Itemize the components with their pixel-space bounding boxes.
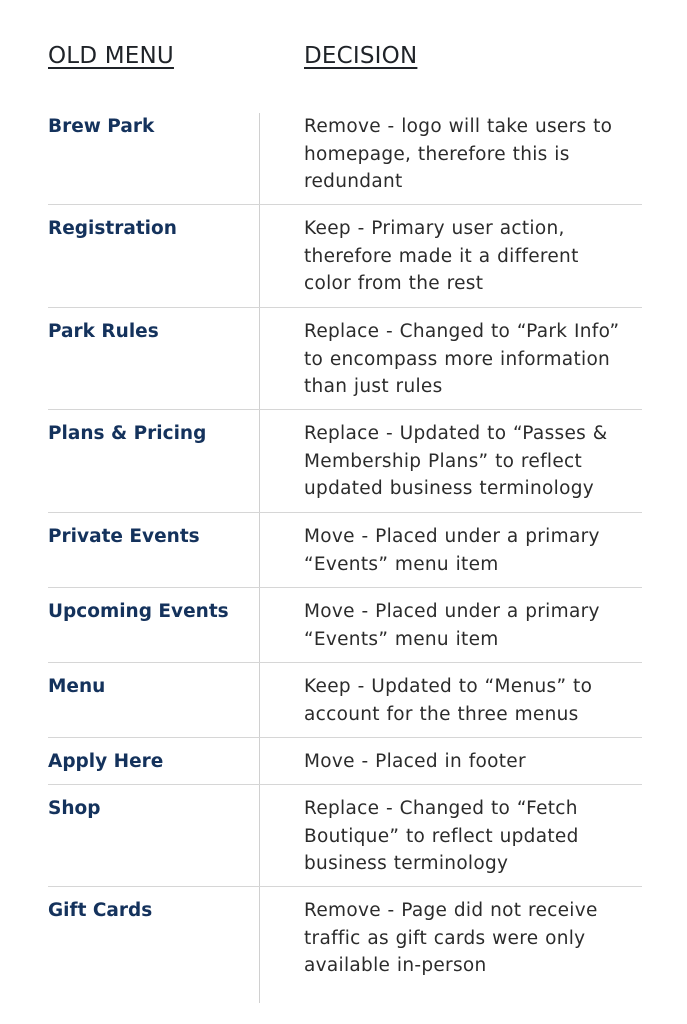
decision-line: updated business terminology: [304, 478, 594, 499]
decision-line: Keep - Updated to “Menus” to: [304, 676, 593, 697]
old-menu-item: Upcoming Events: [48, 601, 229, 622]
decision-line: traffic as gift cards were only: [304, 927, 586, 949]
old-menu-item: Registration: [48, 218, 177, 239]
table-row: [48, 113, 642, 205]
decision-line: Move - Placed under a primary: [304, 601, 600, 622]
table-row: [48, 410, 642, 513]
decision-line: Replace - Changed to “Fetch: [304, 798, 578, 819]
decision-line: Replace - Changed to “Park Info”: [304, 321, 620, 342]
decision-line: therefore made it a different: [304, 245, 579, 267]
old-menu-header: OLD MENU: [48, 43, 174, 69]
decision-line: color from the rest: [304, 273, 484, 294]
decision-text: [304, 598, 642, 662]
old-menu-item: Brew Park: [48, 116, 155, 137]
menu-decision-table: [48, 113, 642, 1005]
old-menu-item: Plans & Pricing: [48, 423, 207, 444]
decision-line: “Events” menu item: [304, 628, 499, 650]
table-row: [48, 588, 642, 663]
old-menu-item: Private Events: [48, 526, 200, 547]
decision-text: [304, 897, 642, 1005]
decision-line: available in-person: [304, 955, 487, 976]
decision-text: [304, 795, 642, 886]
table-row: [48, 308, 642, 410]
decision-line: Move - Placed under a primary: [304, 526, 600, 547]
decision-line: Membership Plans” to reflect: [304, 450, 583, 472]
decision-line: Move - Placed in footer: [304, 751, 526, 772]
table-row: [48, 887, 642, 1005]
table-row: [48, 785, 642, 887]
decision-line: business terminology: [304, 853, 509, 874]
decision-line: “Events” menu item: [304, 553, 499, 575]
old-menu-item: Gift Cards: [48, 900, 153, 921]
decision-line: Replace - Updated to “Passes &: [304, 423, 608, 444]
decision-line: homepage, therefore this is: [304, 143, 570, 165]
old-menu-item: Menu: [48, 676, 106, 697]
decision-text: [304, 523, 642, 587]
decision-line: Remove - Page did not receive: [304, 900, 598, 921]
decision-text: [304, 673, 642, 737]
decision-line: redundant: [304, 171, 403, 192]
decision-text: [304, 113, 642, 204]
table-row: [48, 738, 642, 785]
old-menu-item: Shop: [48, 798, 101, 819]
decision-line: Remove - logo will take users to: [304, 116, 613, 137]
decision-line: than just rules: [304, 376, 443, 397]
decision-header: DECISION: [304, 43, 418, 69]
decision-line: to encompass more information: [304, 348, 611, 370]
table-row: [48, 513, 642, 588]
decision-line: account for the three menus: [304, 703, 579, 725]
table-row: [48, 205, 642, 308]
decision-text: [304, 420, 642, 512]
table-row: [48, 663, 642, 738]
old-menu-item: Park Rules: [48, 321, 159, 342]
decision-text: [304, 748, 642, 784]
decision-line: Keep - Primary user action,: [304, 218, 565, 239]
old-menu-item: Apply Here: [48, 751, 164, 772]
decision-line: Boutique” to reflect updated: [304, 825, 579, 847]
decision-text: [304, 215, 642, 307]
decision-text: [304, 318, 642, 409]
